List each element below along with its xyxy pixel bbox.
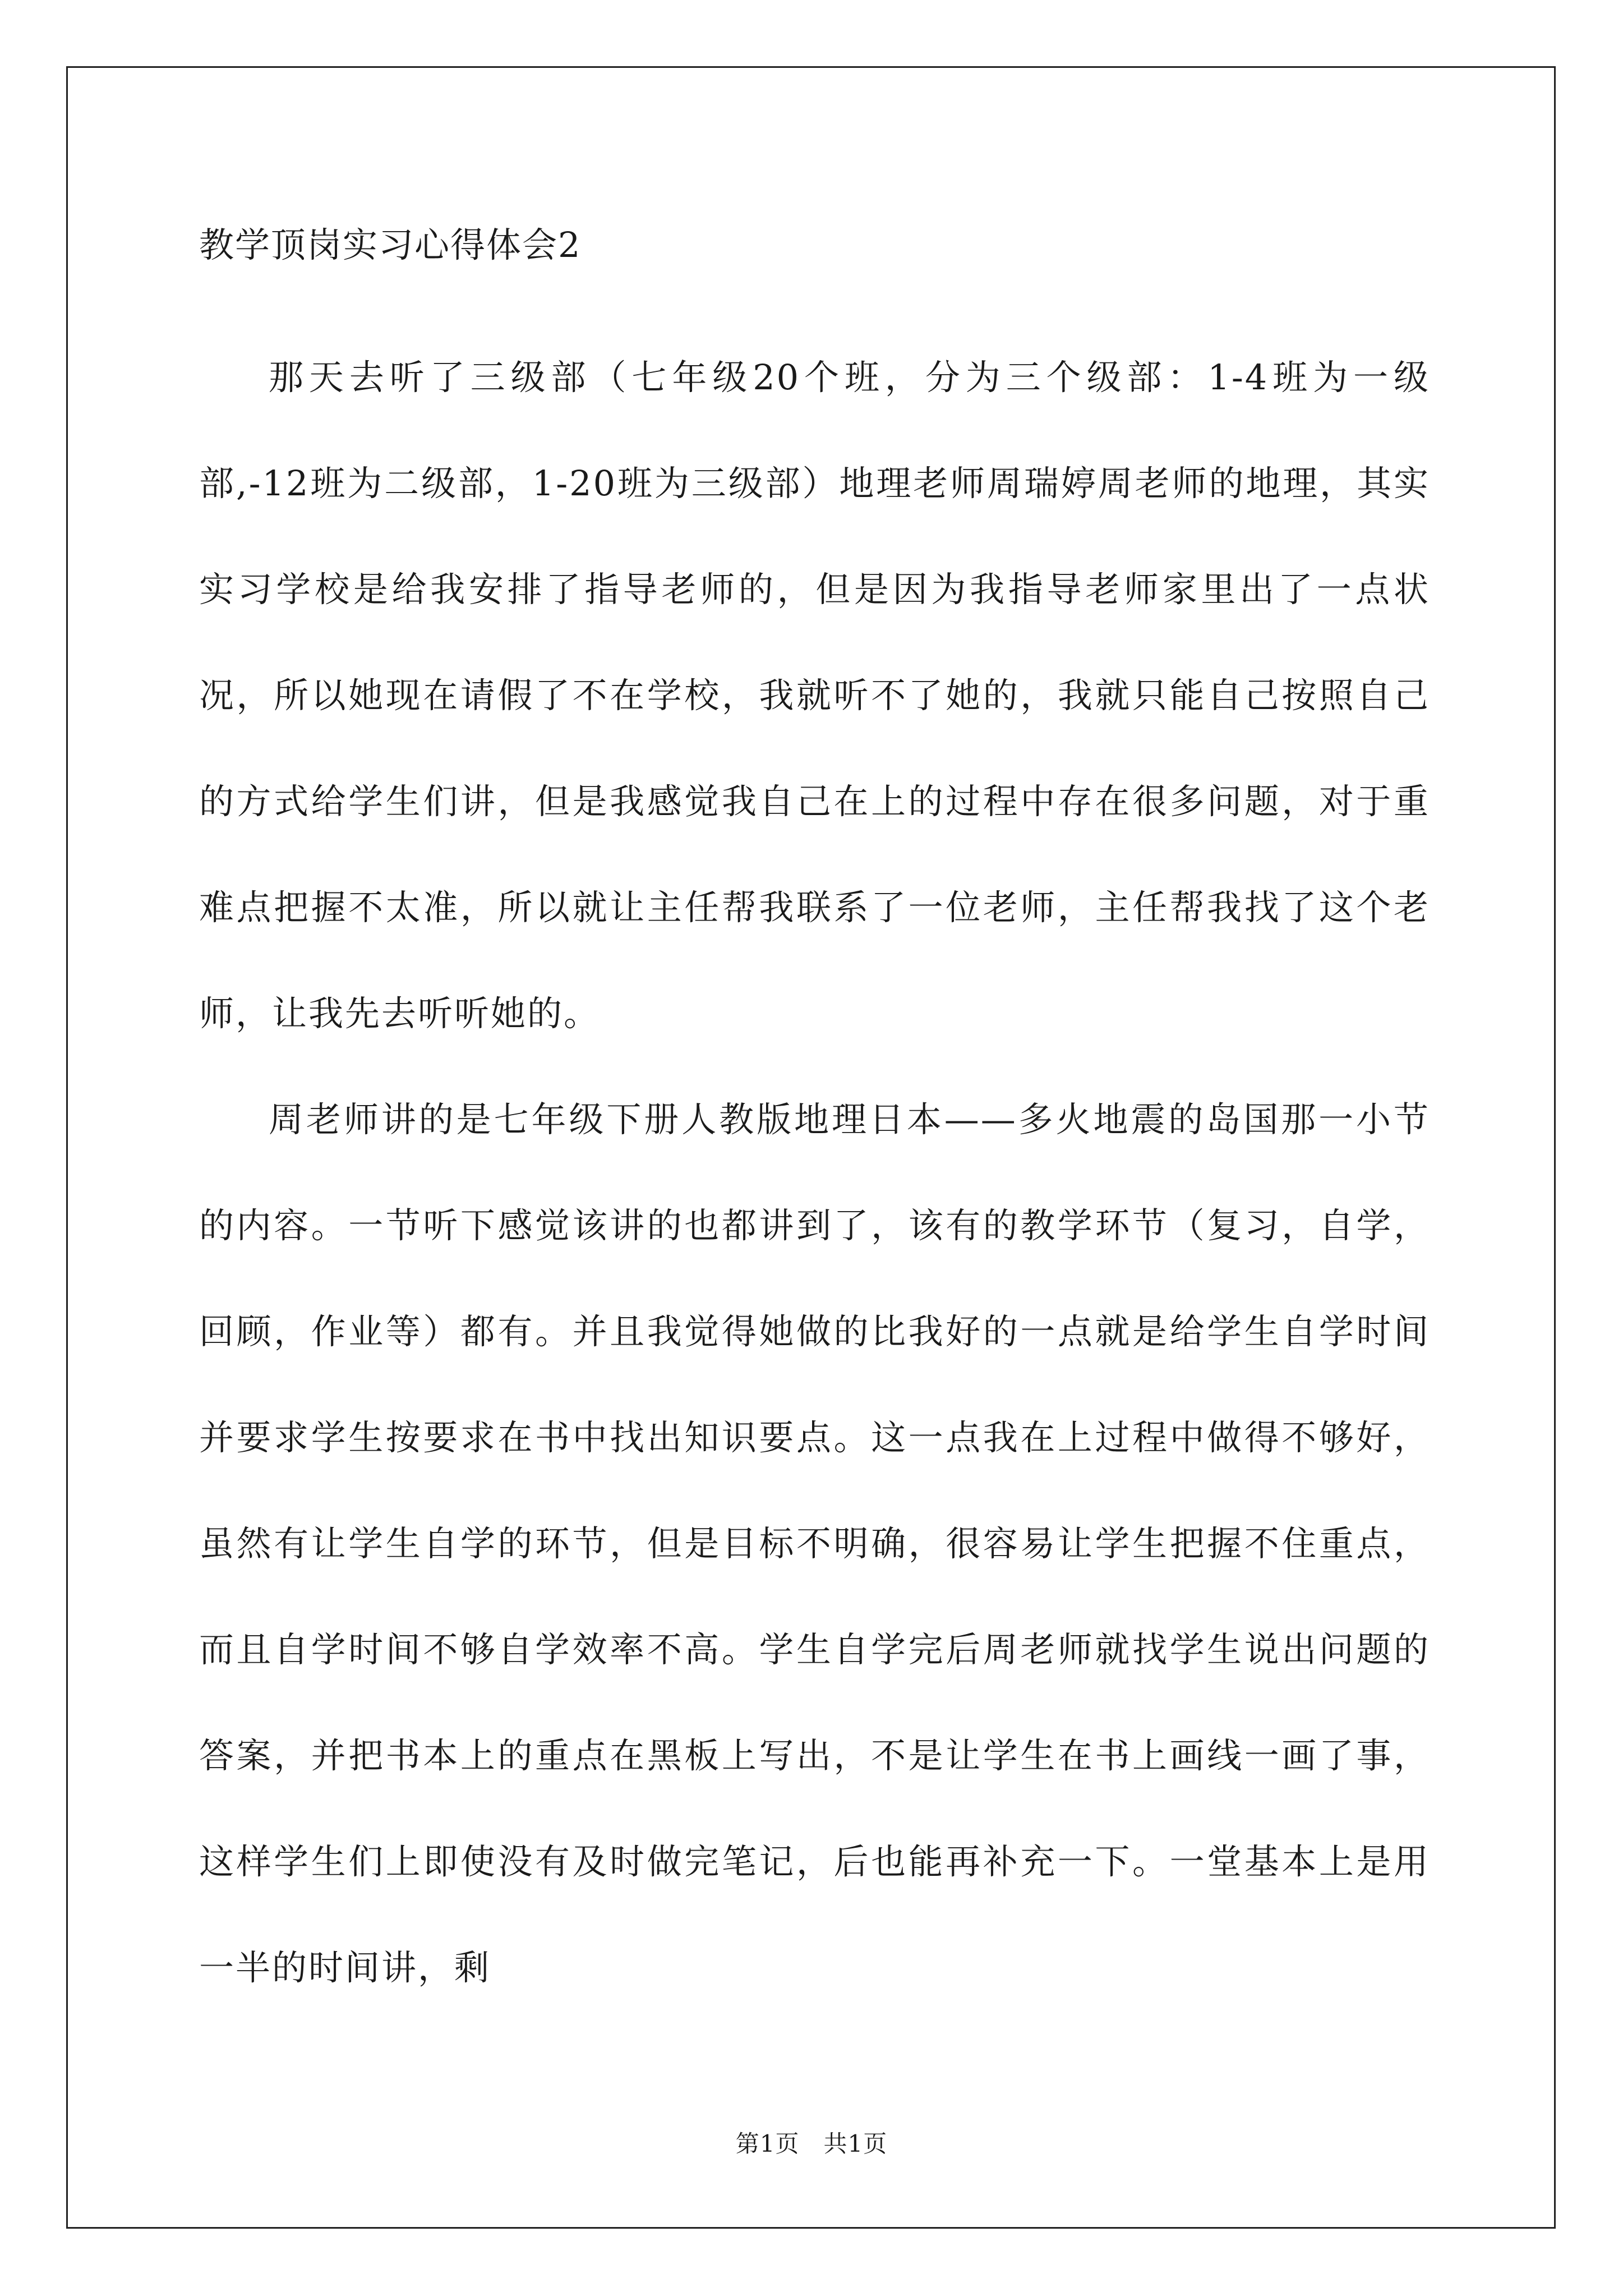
document-body	[199, 220, 1430, 2021]
paragraph-1: 那天去听了三级部（七年级20个班，分为三个级部：1-4班为一级部,-12班为二级部，1-20班为三级部）地理老师周瑞婷周老师的地理，其实实习学校是给我安排了指导老师的，但是因为我指导老师家里出了一点状况，所以她现在请假了不在学校，我就听不了她的，我就只能自己按照自己的方式给学生们讲，但是我感觉我自己在上的过程中存在很多问题，对于重难点把握不太准，所以就让主任帮我联系了一位老师，主任帮我找了这个老师，让我先去听听她的。	[199, 357, 1430, 1034]
document-title: 教学顶岗实习心得体会2	[199, 224, 582, 265]
paragraph-2: 周老师讲的是七年级下册人教版地理日本——多火地震的岛国那一小节的内容。一节听下感觉该讲的也都讲到了，该有的教学环节（复习，自学，回顾，作业等）都有。并且我觉得她做的比我好的一点就是给学生自学时间并要求学生按要求在书中找出知识要点。这一点我在上过程中做得不够好，虽然有让学生自学的环节，但是目标不明确，很容易让学生把握不住重点，而且自学时间不够自学效率不高。学生自学完后周老师就找学生说出问题的答案，并把书本上的重点在黑板上写出，不是让学生在书上画线一画了事，这样学生们上即使没有及时做完笔记，后也能再补充一下。一堂基本上是用一半的时间讲，剩	[199, 1099, 1430, 1988]
page-number-footer: 第1页 共1页	[735, 2130, 888, 2157]
